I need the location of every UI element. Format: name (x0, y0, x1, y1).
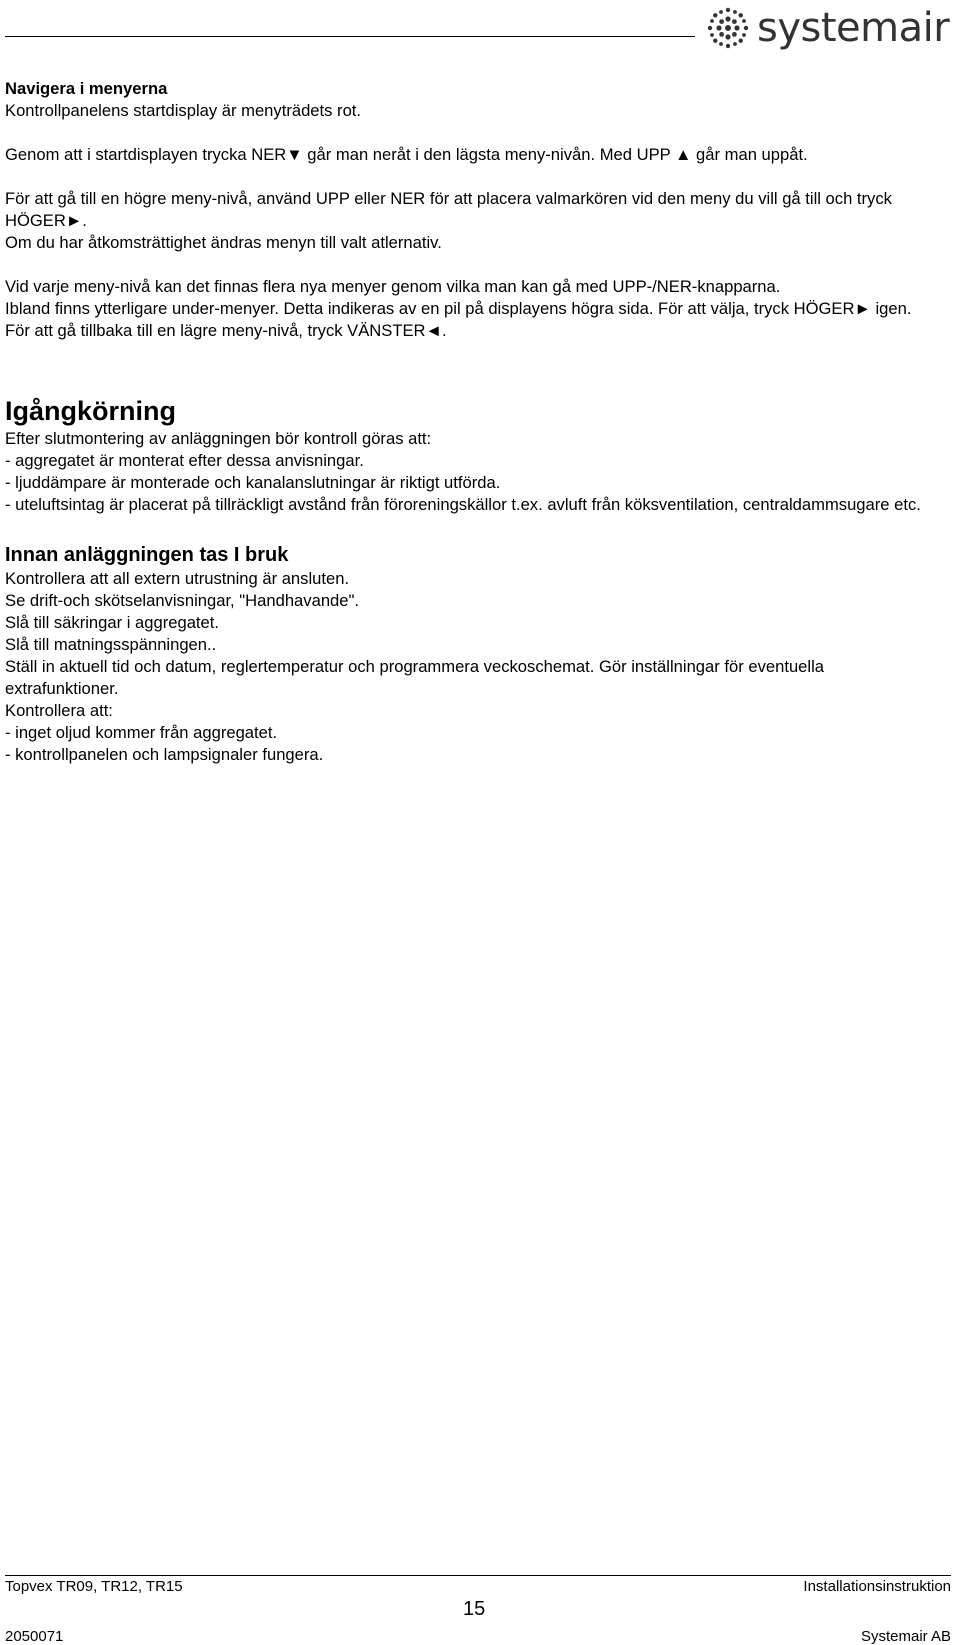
startup-line: Slå till matningsspänningen.. (5, 635, 217, 654)
footer-product: Topvex TR09, TR12, TR15 (5, 1578, 183, 1595)
logo-wordmark: systemair (757, 5, 950, 51)
footer-doc-number: 2050071 (5, 1628, 64, 1645)
commissioning-title: Igångkörning (5, 396, 176, 426)
page-number: 15 (463, 1598, 486, 1620)
startup-line: - kontrollpanelen och lampsignaler fungera. (5, 745, 324, 764)
commissioning-line: - uteluftsintag är placerat på tillräckligt avstånd från föroreningskällor t.ex. avluft från köksventilation, centraldammsugare etc. (5, 495, 921, 514)
document-body (5, 78, 935, 766)
commissioning-line: - aggregatet är monterat efter dessa anvisningar. (5, 451, 364, 470)
startup-line: Slå till säkringar i aggregatet. (5, 613, 219, 632)
nav-paragraph-3b: Om du har åtkomsträttighet ändras menyn till valt atlernativ. (5, 233, 442, 252)
nav-paragraph-3a: För att gå till en högre meny-nivå, använd UPP eller NER för att placera valmarkören vid den meny du vill gå till och tryck HÖGER►. (5, 189, 892, 230)
commissioning-line: - ljuddämpare är monterade och kanalanslutningar är riktigt utförda. (5, 473, 501, 492)
systemair-logo-icon (705, 5, 751, 51)
nav-paragraph-2: Genom att i startdisplayen trycka NER▼ går man neråt i den lägsta meny-nivån. Med UPP ▲ går man uppåt. (5, 145, 808, 164)
footer-rule (5, 1575, 951, 1576)
startup-line: Ställ in aktuell tid och datum, reglertemperatur och programmera veckoschemat. Gör inställningar för eventuella extrafunktioner. (5, 657, 825, 698)
nav-section-title: Navigera i menyerna (5, 79, 168, 98)
commissioning-line: Efter slutmontering av anläggningen bör kontroll göras att: (5, 429, 432, 448)
startup-line: Se drift-och skötselanvisningar, "Handhavande". (5, 591, 360, 610)
nav-paragraph-4b: Ibland finns ytterligare under-menyer. Detta indikeras av en pil på displayens högra sida. För att välja, tryck HÖGER► igen. För att gå tillbaka till en lägre meny-nivå, tryck VÄNSTER◄. (5, 299, 912, 340)
nav-paragraph-1: Kontrollpanelens startdisplay är menyträdets rot. (5, 101, 362, 120)
footer-doc-type: Installationsinstruktion (803, 1578, 951, 1595)
header-rule (5, 36, 695, 37)
startup-line: Kontrollera att all extern utrustning är ansluten. (5, 569, 350, 588)
startup-title: Innan anläggningen tas I bruk (5, 544, 289, 566)
nav-paragraph-4a: Vid varje meny-nivå kan det finnas flera nya menyer genom vilka man kan gå med UPP-/NER-knapparna. (5, 277, 781, 296)
startup-line: Kontrollera att: (5, 701, 113, 720)
startup-line: - inget oljud kommer från aggregatet. (5, 723, 278, 742)
footer-company: Systemair AB (860, 1628, 951, 1645)
systemair-logo (705, 0, 949, 56)
